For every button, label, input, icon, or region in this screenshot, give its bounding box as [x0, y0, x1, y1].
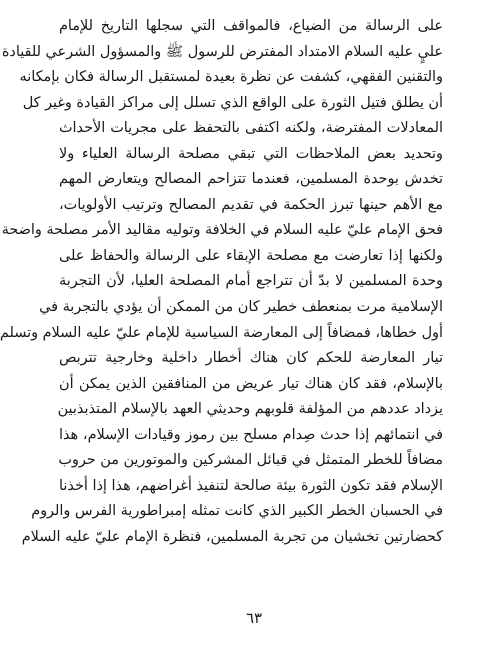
text-line: أول خطاها، فمضافاً إلى المعارضة السياسية للإمام عليّ عليه السلام وتسلم	[0, 324, 443, 341]
text-line: أن يطلق فتيل الثورة على الواقع الذي تسلل إلى مراكز القيادة وغير كل	[22, 94, 443, 111]
body-text	[0, 14, 443, 550]
text-line: تيار المعارضة للحكم كان هناك أخطار داخلية وخارجية تتربص	[59, 350, 443, 367]
text-line: وتحديد بعض الملاحظات التي تبقي مصلحة الرسالة العلياء ولا	[59, 145, 443, 162]
text-line: الإسلام فقد تكون الثورة بيئة صالحة لتنفيذ أغراضهم، هذا إذا أخذنا	[59, 477, 443, 494]
text-line: في الحسبان الخطر الكبير الذي كانت تمثله إمبراطورية الفرس والروم	[31, 503, 443, 520]
text-line: مضافاً للخطر المتمثل في قبائل المشركين والموتورين من حروب	[58, 452, 443, 469]
page-number: ٦٣	[245, 609, 263, 627]
text-line: تخدش بوحدة المسلمين، فعندما تتزاحم المصالح ويتعارض المهم	[59, 171, 443, 188]
text-line: عليٍ عليه السلام الامتداد المفترض للرسول ﷺ والمسؤول الشرعي للقيادة	[1, 43, 443, 60]
text-line: مع الأهم حينها تبرز الحكمة في تقديم المصالح وترتيب الأولويات،	[59, 196, 443, 213]
text-line: الإسلامية مرت بمنعطف خطير كان من الممكن أن يؤدي بالتجربة في	[39, 299, 443, 316]
text-line: يزداد عددهم من المؤلفة قلوبهم وحديثي العهد بالإسلام المتذبذبين	[57, 401, 443, 418]
text-line: بالإسلام، فقد كان هناك تيار عريض من المنافقين الذين يمكن أن	[59, 375, 443, 392]
text-line: في انتمائهم إذا حدث صِدام مسلح بين رموز وقيادات الإسلام، هذا	[59, 426, 443, 443]
text-line: على الرسالة من الضياع، فالمواقف التي سجلها التاريخ للإمام	[59, 18, 443, 34]
text-line: وحدة المسلمين لا بدّ أن تتراجع أمام المصلحة العليا، لأن التجربة	[59, 273, 443, 290]
text-line: كحضارتين تخشيان من تجربة المسلمين، فنظرة الإمام عليّ عليه السلام	[21, 528, 443, 545]
text-line: المعادلات المفترضة، ولكنه اكتفى بالتحفظ على مجريات الأحداث	[59, 120, 443, 137]
text-line: والتقنين الفقهي، كشفت عن نظرة بعيدة لمستقبل الرسالة فكان بإمكانه	[19, 69, 443, 86]
text-line: ولكنها إذا تعارضت مع مصلحة الإبقاء على الرسالة والحفاظ على	[59, 247, 443, 264]
text-line: فحق الإمام عليّ عليه السلام في الخلافة وتوليه مقاليد الأمر مصلحة واضحة	[1, 222, 443, 239]
